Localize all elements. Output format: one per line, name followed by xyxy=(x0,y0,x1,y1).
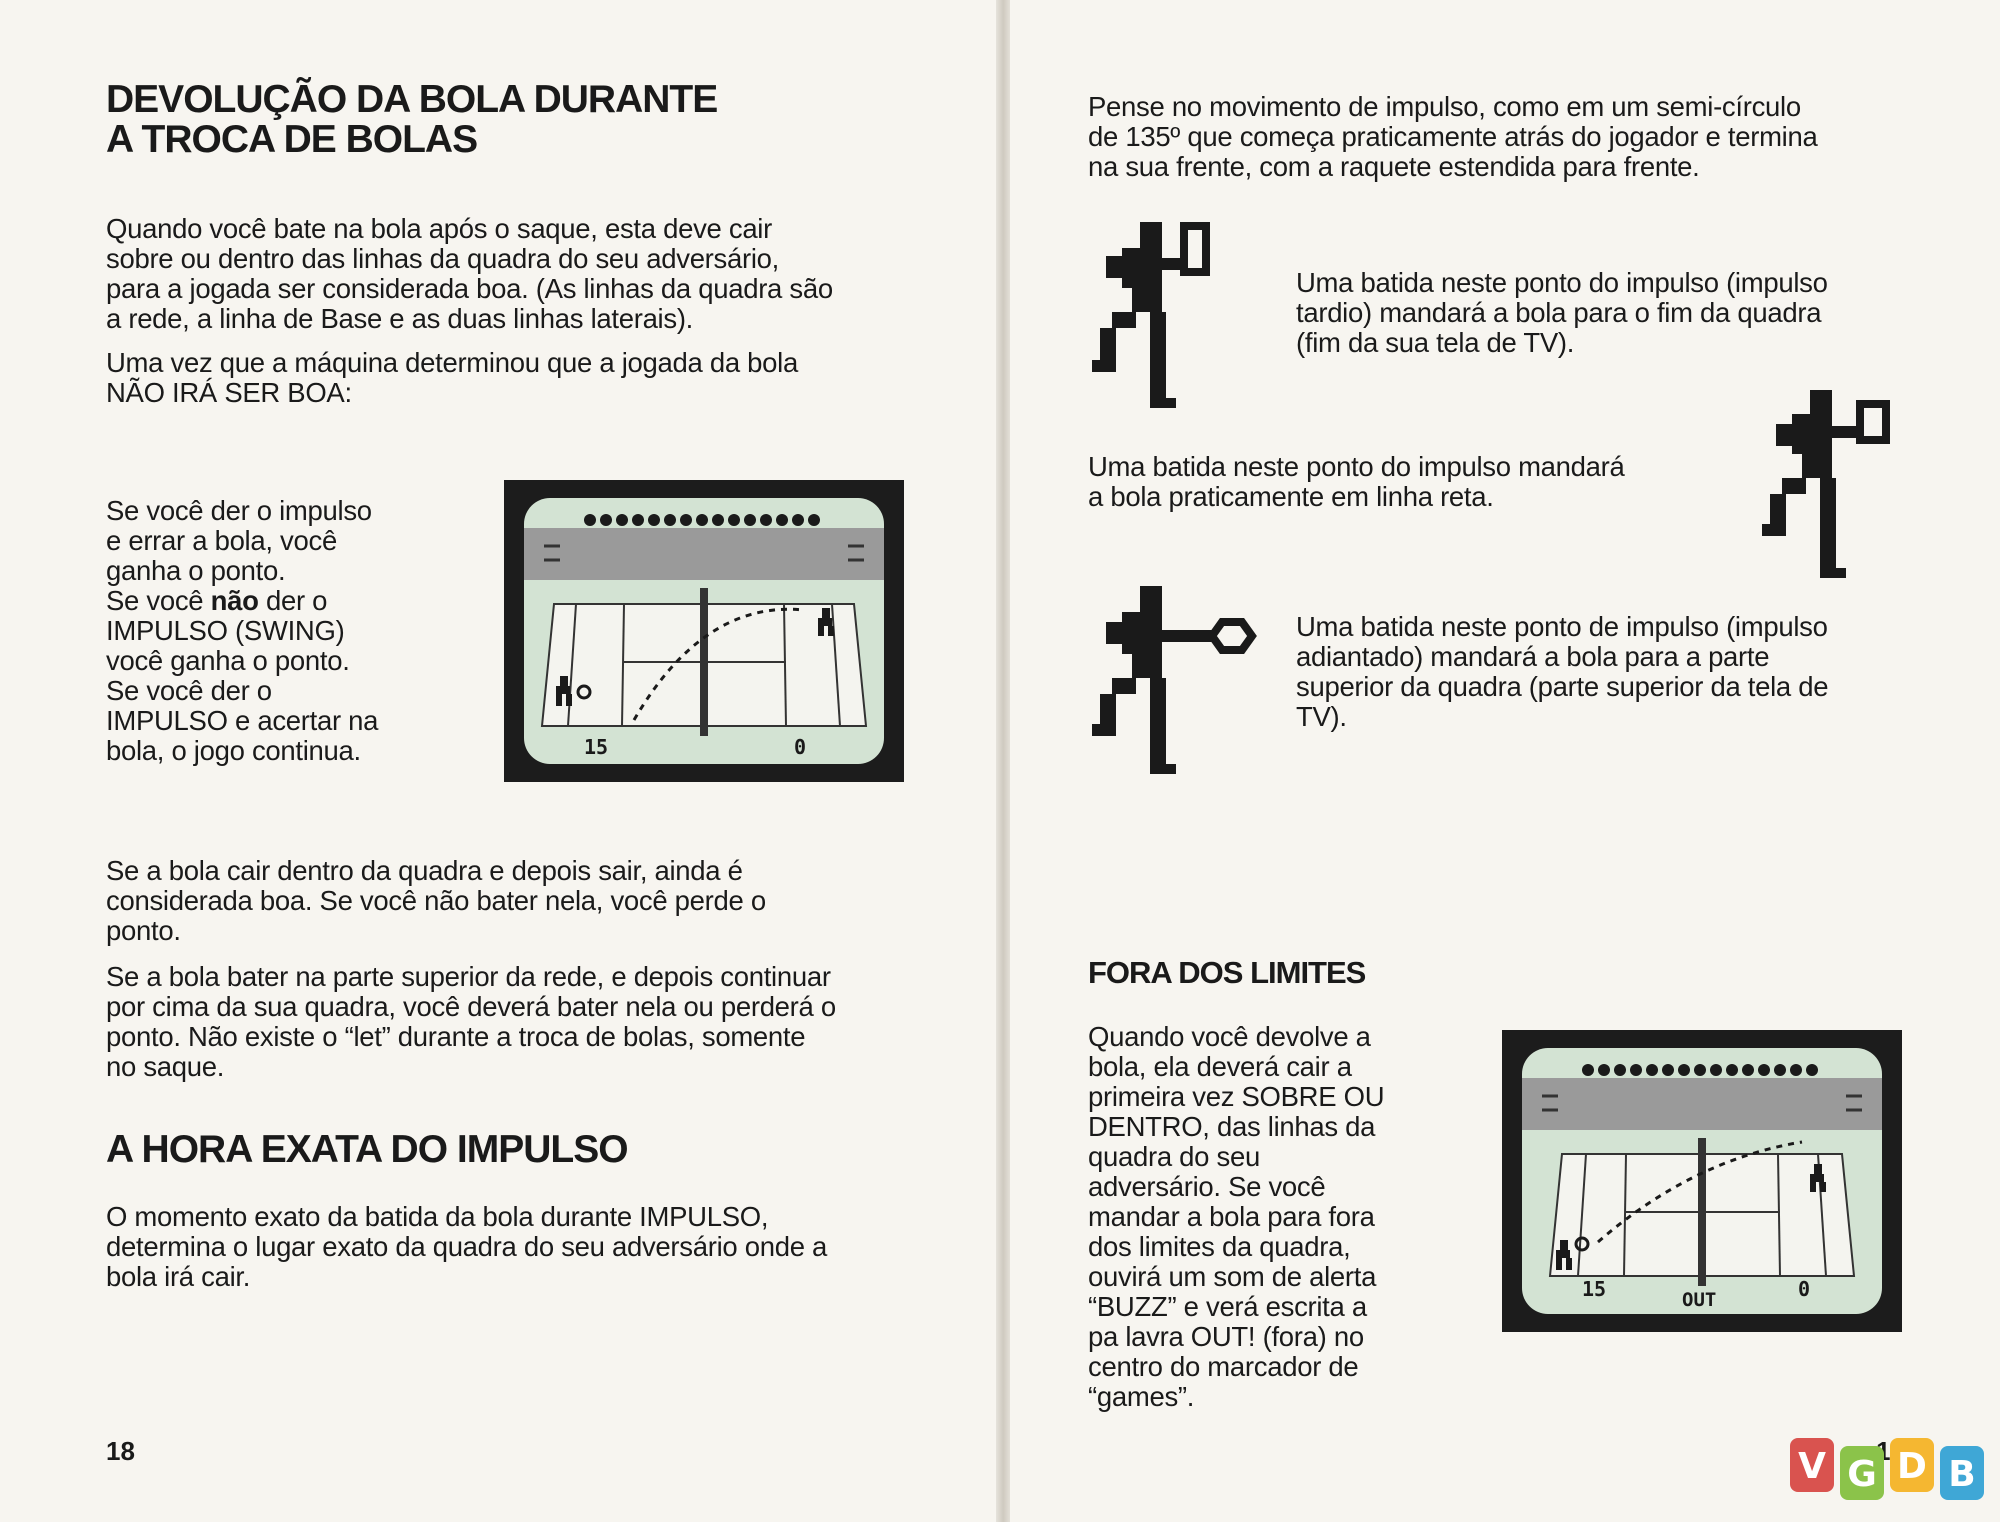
text-line: adversário. Se você xyxy=(1088,1171,1326,1202)
text-line: DENTRO, das linhas da xyxy=(1088,1111,1376,1142)
text-line: na sua frente, com a raquete estendida para frente. xyxy=(1088,151,1700,182)
text-line: Quando você bate na bola após o saque, esta deve cair xyxy=(106,213,772,244)
text-line: Se a bola bater na parte superior da rede, e depois continuar xyxy=(106,961,831,992)
text-line: bola irá cair. xyxy=(106,1261,251,1292)
game-screen-art xyxy=(1502,1030,1902,1332)
text-line: O momento exato da batida da bola durante IMPULSO, xyxy=(106,1201,769,1232)
score-right: 0 xyxy=(1798,1277,1811,1301)
paragraph-swing-timing xyxy=(106,1202,827,1292)
text-line: no saque. xyxy=(106,1051,225,1082)
text-span: Se você xyxy=(106,585,211,616)
tennis-net xyxy=(700,588,708,736)
paragraph-swing-intro xyxy=(1088,92,1817,182)
text-span: der o xyxy=(258,585,328,616)
logo-letter: D xyxy=(1897,1446,1927,1487)
player-straight-swing-icon xyxy=(1762,390,1902,588)
player-late-swing-icon xyxy=(1092,222,1222,422)
vgdb-logo xyxy=(1790,1438,1990,1500)
text-line: (fim da sua tela de TV). xyxy=(1296,327,1575,358)
heading-line: DEVOLUÇÃO DA BOLA DURANTE xyxy=(106,78,718,121)
text-line: ouvirá um som de alerta xyxy=(1088,1261,1377,1292)
heading-ball-return xyxy=(106,80,717,160)
text-line: IMPULSO (SWING) xyxy=(106,615,345,646)
text-line: e errar a bola, você xyxy=(106,525,337,556)
text-line: considerada boa. Se você não bater nela, você perde o xyxy=(106,885,766,916)
text-line: ponto. xyxy=(106,915,181,946)
score-left: 15 xyxy=(584,735,609,759)
text-line: superior da quadra (parte superior da tela de xyxy=(1296,671,1829,702)
text-line: “BUZZ” e verá escrita a xyxy=(1088,1291,1367,1322)
paragraph-rules xyxy=(106,214,833,334)
score-out-label: OUT xyxy=(1682,1289,1717,1311)
text-line: mandar a bola para fora xyxy=(1088,1201,1375,1232)
score-right: 0 xyxy=(794,735,807,759)
page-number-left: 18 xyxy=(106,1436,135,1466)
game-screen-rally xyxy=(504,480,904,782)
text-line: centro do marcador de xyxy=(1088,1351,1359,1382)
logo-letter: B xyxy=(1948,1454,1976,1495)
text-line: pa lavra OUT! (fora) no xyxy=(1088,1321,1364,1352)
paragraph-net xyxy=(106,962,836,1082)
heading-line: A TROCA DE BOLAS xyxy=(106,118,478,161)
text-line: Uma batida neste ponto do impulso (impulso xyxy=(1296,267,1828,298)
text-line: determina o lugar exato da quadra do seu adversário onde a xyxy=(106,1231,828,1262)
heading-out-of-bounds: FORA DOS LIMITES xyxy=(1088,955,1366,990)
text-line: Se a bola cair dentro da quadra e depois sair, ainda é xyxy=(106,855,743,886)
text-line: Uma batida neste ponto de impulso (impulso xyxy=(1296,611,1828,642)
logo-letter: G xyxy=(1847,1454,1877,1495)
game-screen-out xyxy=(1502,1030,1902,1332)
text-line: de 135º que começa praticamente atrás do jogador e termina xyxy=(1088,121,1818,152)
text-line xyxy=(106,586,378,616)
text-line: você ganha o ponto. xyxy=(106,645,350,676)
paragraph-not-good xyxy=(106,348,798,408)
stands-band xyxy=(1522,1078,1882,1130)
text-line: ponto. Não existe o “let” durante a troca de bolas, somente xyxy=(106,1021,806,1052)
swing-rules-list xyxy=(106,496,378,766)
text-line: ganha o ponto. xyxy=(106,555,286,586)
text-line: Se você der o impulso xyxy=(106,495,372,526)
text-line: Uma vez que a máquina determinou que a jogada da bola xyxy=(106,347,798,378)
tennis-net xyxy=(1698,1138,1706,1286)
text-line: bola, o jogo continua. xyxy=(106,735,361,766)
text-line: “games”. xyxy=(1088,1381,1195,1412)
caption-straight-swing xyxy=(1088,452,1625,512)
text-line: bola, ela deverá cair a xyxy=(1088,1051,1352,1082)
text-line: adiantado) mandará a bola para a parte xyxy=(1296,641,1770,672)
caption-late-swing xyxy=(1296,268,1828,358)
text-line: IMPULSO e acertar na xyxy=(106,705,379,736)
caption-early-swing xyxy=(1296,612,1828,732)
heading-swing-timing: A HORA EXATA DO IMPULSO xyxy=(106,1128,628,1171)
text-line: NÃO IRÁ SER BOA: xyxy=(106,377,352,408)
text-line: TV). xyxy=(1296,701,1347,732)
text-line: quadra do seu xyxy=(1088,1141,1260,1172)
logo-letter: V xyxy=(1798,1446,1826,1487)
text-line: dos limites da quadra, xyxy=(1088,1231,1351,1262)
crowd-icon xyxy=(1582,1064,1818,1076)
text-line: Quando você devolve a xyxy=(1088,1021,1371,1052)
text-line: primeira vez SOBRE OU xyxy=(1088,1081,1385,1112)
text-line: a rede, a linha de Base e as duas linhas laterais). xyxy=(106,303,694,334)
text-line: Uma batida neste ponto do impulso mandará xyxy=(1088,451,1625,482)
text-line: a bola praticamente em linha reta. xyxy=(1088,481,1494,512)
text-line: sobre ou dentro das linhas da quadra do seu adversário, xyxy=(106,243,779,274)
bold-word: não xyxy=(210,585,259,616)
text-line: para a jogada ser considerada boa. (As linhas da quadra são xyxy=(106,273,833,304)
text-line: tardio) mandará a bola para o fim da quadra xyxy=(1296,297,1822,328)
text-line: Pense no movimento de impulso, como em um semi-círculo xyxy=(1088,91,1801,122)
player-early-swing-icon xyxy=(1092,586,1262,786)
paragraph-out-of-bounds xyxy=(1088,1022,1384,1412)
paragraph-in-then-out xyxy=(106,856,766,946)
stands-band xyxy=(524,528,884,580)
score-left: 15 xyxy=(1582,1277,1607,1301)
text-line: por cima da sua quadra, você deverá bater nela ou perderá o xyxy=(106,991,836,1022)
text-line: Se você der o xyxy=(106,675,272,706)
crowd-icon xyxy=(584,514,820,526)
game-screen-art xyxy=(504,480,904,782)
